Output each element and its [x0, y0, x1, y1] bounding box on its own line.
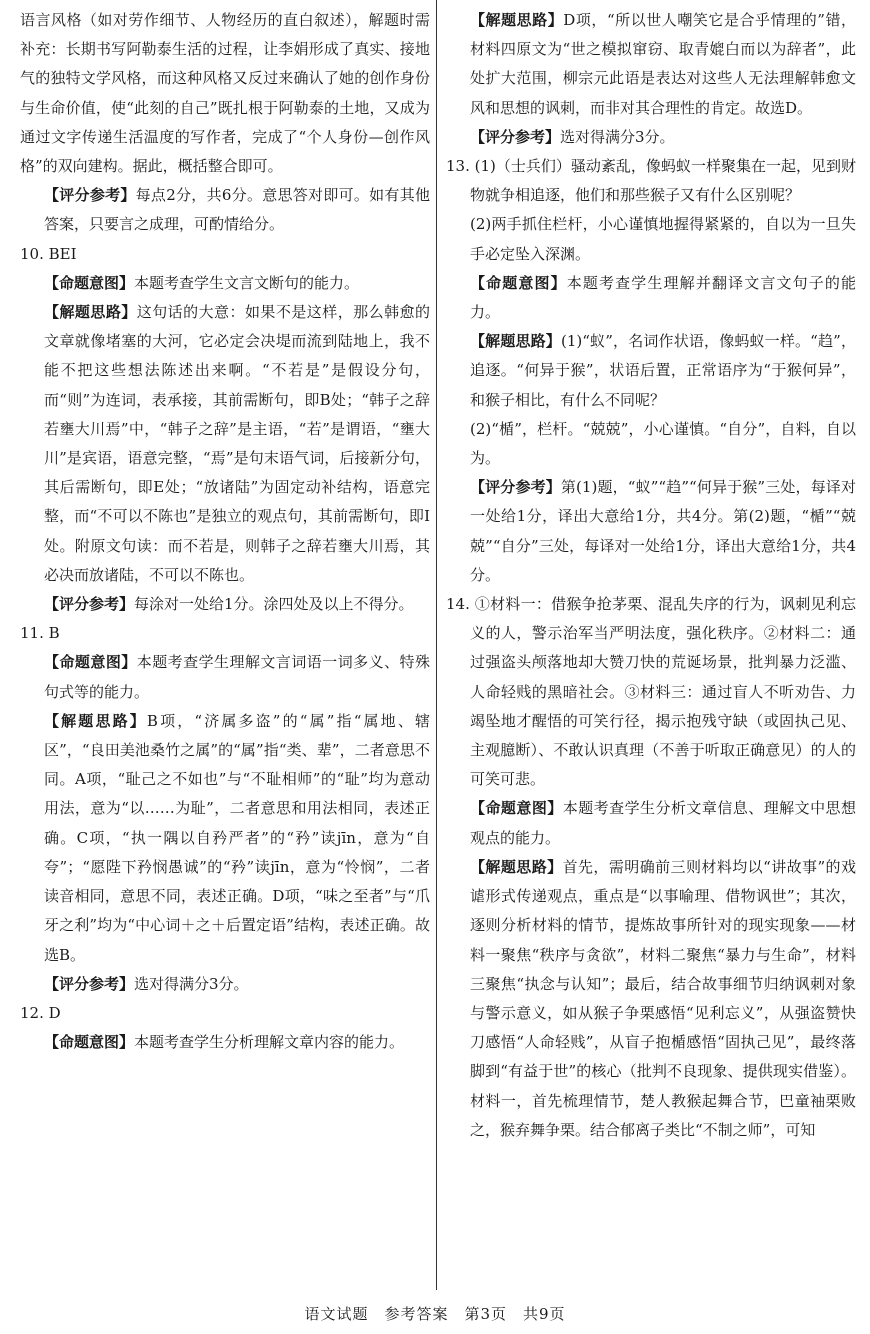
answer-section [20, 648, 430, 706]
answer-subitem: (2)两手抓住栏杆，小心谨慎地握得紧紧的，自以为一旦失手必定坠入深渊。 [470, 215, 856, 263]
section-tag: 【评分参考】 [470, 478, 561, 497]
section-tag: 【解题思路】 [44, 303, 137, 322]
answer-section [446, 853, 856, 1145]
answer-section [20, 1028, 430, 1057]
section-text: 本题考查学生文言文断句的能力。 [134, 273, 360, 292]
section-tag: 【命题意图】 [44, 653, 137, 672]
section-text: B项，“济属多盗”的“属”指“属地、辖区”，“良田美池桑竹之属”的“属”指“类、辈”，二者意思不同。A项，“耻己之不如也”与“不耻相师”的“耻”均为意动用法，意为“以……为耻”，二者意思和用法相同，表述正确。C项，“执一隅以自矜严者”的“矜”读jīn，意为“自夸”；“愿陛下矜悯愚诚”的“矜”读jīn，意为“怜悯”，二者读音相同，意思不同，表述正确。D项，“味之至者”与“爪牙之利”均为“中心词＋之＋后置定语”结构，表述正确。故选B。 [44, 711, 430, 964]
section-text: (1)“蚁”，名词作状语，像蚂蚁一样。“趋”，追逐。“何异于猴”，状语后置，正常语序为“于猴何异”，和猴子相比，有什么不同呢？ [470, 332, 856, 409]
section-text: 每点2分，共6分。意思答对即可。如有其他答案，只要言之成理，可酌情给分。 [44, 186, 430, 234]
section-text: 这句话的大意：如果不是这样，那么韩愈的文章就像堵塞的大河，它必定会决堤而流到陆地上，我不能不把这些想法陈述出来啊。“不若是”是假设分句，而“则”为连词，表承接，其前需断句，即B处；“韩子之辞若壅大川焉”中，“韩子之辞”是主语，“若”是谓语，“壅大川”是宾语，语意完整，“焉”是句末语气词，后接新分句，其后需断句，即E处；“放诸陆”为固定动补结构，语意完整，而“不可以不陈也”是独立的观点句，其前需断句，即I处。附原文句读：而不若是，则韩子之辞若壅大川焉，其必决而放诸陆，不可以不陈也。 [44, 303, 430, 584]
section-text: 选对得满分3分。 [134, 974, 249, 993]
answer-section [446, 123, 856, 152]
answer-section [20, 181, 430, 239]
answer-section [20, 970, 430, 999]
section-tag: 【评分参考】 [44, 186, 136, 205]
question-number: 11. B [20, 624, 60, 643]
right-column [446, 6, 856, 1145]
question-number: 12. D [20, 1003, 61, 1022]
answer-section [20, 298, 430, 590]
section-text: 第(1)题，“蚁”“趋”“何异于猴”三处，每译对一处给1分，译出大意给1分，共4分。第(2)题，“楯”“兢兢”“自分”三处，每译对一处给1分，译出大意给1分，共4分。 [470, 478, 856, 584]
answer-section [446, 327, 856, 415]
section-tag: 【命题意图】 [44, 1033, 135, 1052]
page-footer: 语文试题 参考答案 第3页 共9页 [304, 1305, 566, 1323]
section-tag: 【命题意图】 [44, 273, 135, 292]
answer-section [20, 707, 430, 970]
section-tag: 【解题思路】 [470, 857, 563, 876]
answer-item: 13. (1)（士兵们）骚动紊乱，像蚂蚁一样聚集在一起，见到财物就争相追逐，他们和那些猴子又有什么区别呢？ [446, 157, 856, 205]
answer-section [446, 794, 856, 852]
section-tag: 【解题思路】 [44, 711, 147, 730]
section-tag: 【评分参考】 [44, 595, 135, 614]
question-number: 10. BEI [20, 244, 77, 263]
section-text: 每涂对一处给1分。涂四处及以上不得分。 [134, 595, 414, 614]
section-text: 选对得满分3分。 [560, 127, 675, 146]
answer-section [446, 473, 856, 590]
section-text: 本题考查学生分析文章信息、理解文中思想观点的能力。 [470, 799, 856, 847]
section-tag: 【评分参考】 [44, 974, 135, 993]
column-divider [436, 0, 437, 1290]
section-text: 本题考查学生理解文言词语一词多义、特殊句式等的能力。 [44, 653, 430, 701]
section-text: D项，“所以世人嘲笑它是合乎情理的”错，材料四原文为“世之模拟窜窃、取青媲白而以为辞者”，此处扩大范围，柳宗元此语是表达对这些人无法理解韩愈文风和思想的讽刺，而非对其合理性的肯定。故选D。 [470, 11, 856, 117]
answer-subitem: (2)“楯”，栏杆。“兢兢”，小心谨慎。“自分”，自料，自以为。 [470, 419, 856, 468]
section-text: 首先，需明确前三则材料均以“讲故事”的戏谑形式传递观点，重点是“以事喻理、借物讽世”；其次，逐则分析材料的情节，提炼故事所针对的现实现象——材料一聚焦“秩序与贪欲”，材料二聚焦“暴力与生命”，材料三聚焦“执念与认知”；最后，结合故事细节归纳讽刺对象与警示意义，如从猴子争栗感悟“见利忘义”，从强盗赞快刀感悟“人命轻贱”，从盲子抱楯感悟“固执己见”，最终落脚到“有益于世”的核心（批判不良现象、提供现实借鉴）。材料一，首先梳理情节，楚人教猴起舞合节，巴童袖栗败之，猴弃舞争栗。结合郁离子类比“不制之师”，可知 [470, 857, 856, 1139]
answer-section [20, 269, 430, 298]
section-text: 本题考查学生分析理解文章内容的能力。 [134, 1033, 405, 1052]
answer-section [20, 590, 430, 619]
section-tag: 【命题意图】 [470, 799, 563, 818]
section-text: 本题考查学生理解并翻译文言文句子的能力。 [470, 273, 856, 322]
section-tag: 【评分参考】 [470, 127, 561, 146]
answer-section [446, 269, 856, 327]
continued-paragraph: 语言风格（如对劳作细节、人物经历的直白叙述），解题时需补充：长期书写阿勒泰生活的过程，让李娟形成了真实、接地气的独特文学风格，而这种风格又反过来确认了她的创作身份与生命价值，使“此刻的自己”既扎根于阿勒泰的土地，又成为通过文字传递生活温度的写作者，完成了“个人身份—创作风格”的双向建构。据此，概括整合即可。 [20, 11, 430, 176]
section-tag: 【解题思路】 [470, 332, 561, 351]
section-tag: 【解题思路】 [470, 11, 564, 29]
left-column [20, 6, 430, 1057]
answer-item: 14. ①材料一：借猴争抢茅栗、混乱失序的行为，讽刺见利忘义的人，警示治军当严明法度，强化秩序。②材料二：通过强盗头颅落地却大赞刀快的荒诞场景，批判暴力泛滥、人命轻贱的黑暗社会。③材料三：通过盲人不听劝告、力竭坠地才醒悟的可笑行径，揭示抱残守缺（或固执己见、主观臆断）、不敢认识真理（不善于听取正确意见）的人的可笑可悲。 [446, 595, 856, 789]
section-tag: 【命题意图】 [470, 273, 567, 292]
answer-section [446, 6, 856, 123]
